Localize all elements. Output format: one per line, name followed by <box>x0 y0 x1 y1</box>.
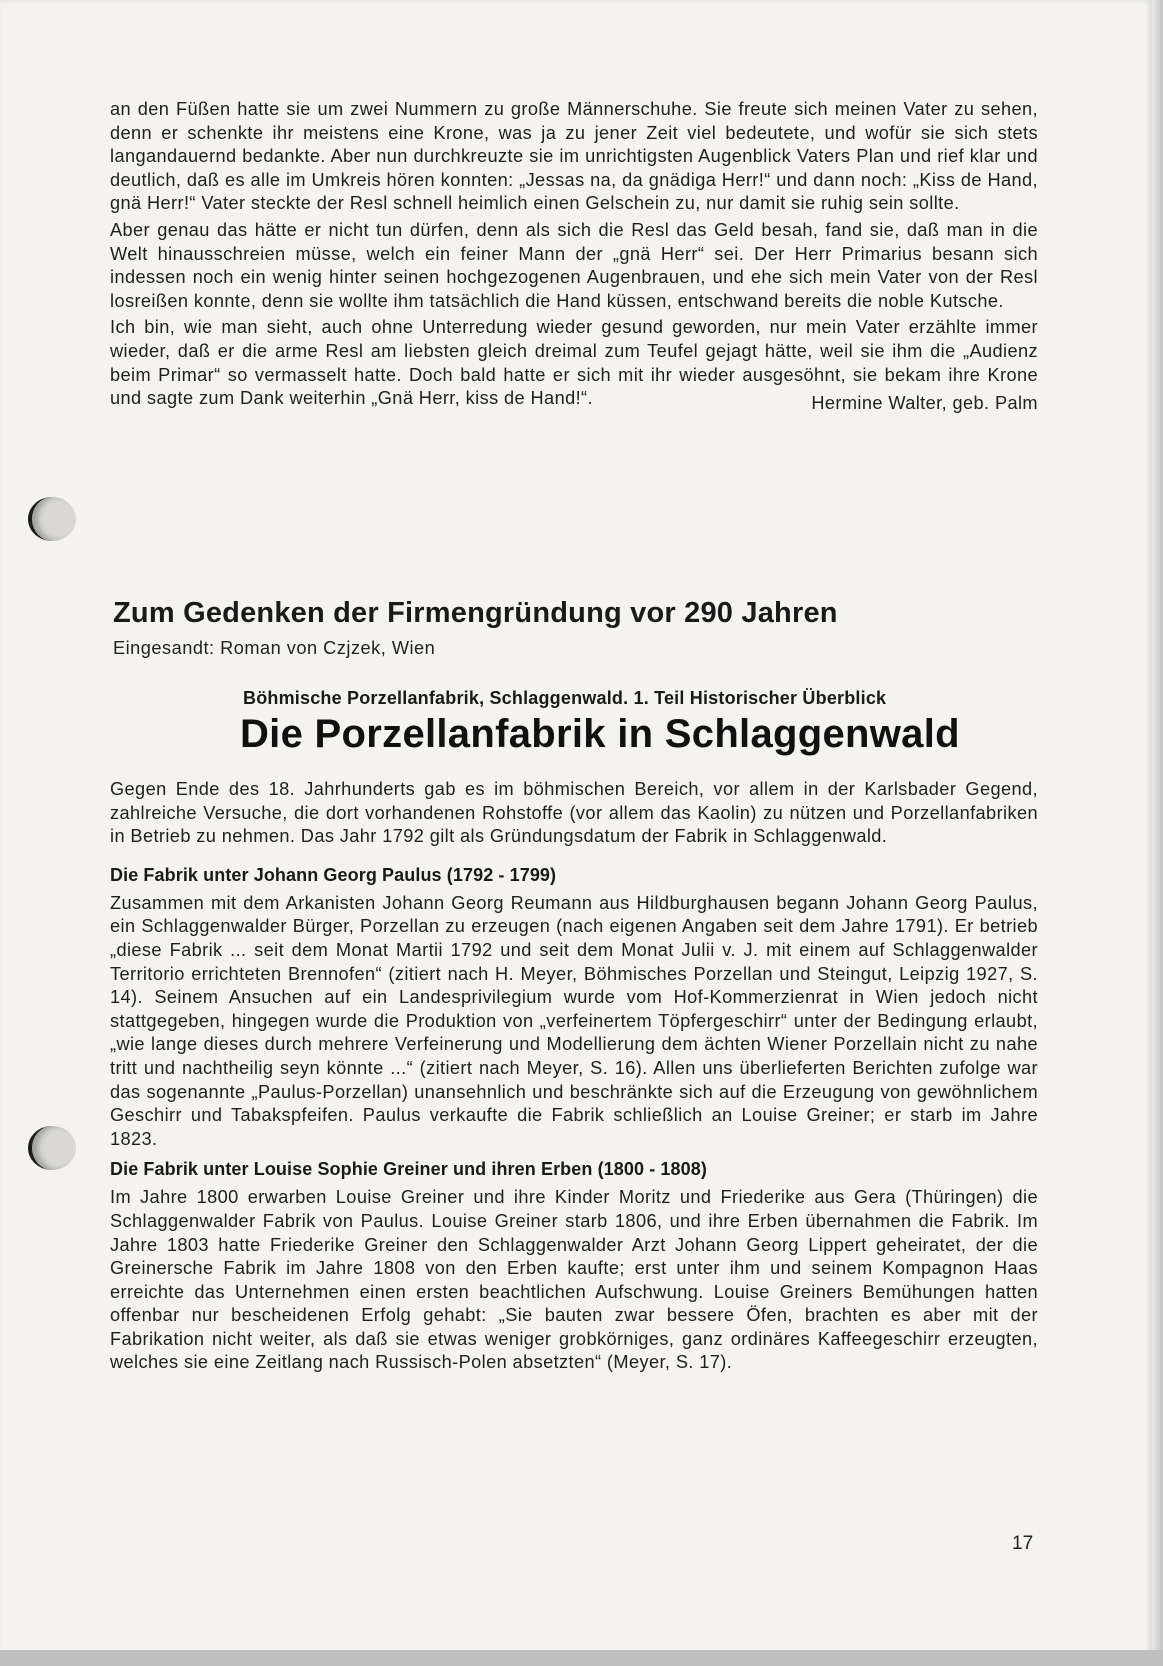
commemoration-heading: Zum Gedenken der Firmengründung vor 290 Jahren <box>113 597 838 629</box>
article-intro: Gegen Ende des 18. Jahrhunderts gab es im böhmischen Bereich, vor allem in der Karlsbader Gegend, zahlreiche Versuche, die dort vorhandenen Rohstoffe (vor allem das Kaolin) zu nützen und Porzellanfabriken in Betrieb zu nehmen. Das Jahr 1792 gilt als Gründungsdatum der Fabrik in Schlaggenwald. <box>110 779 1038 847</box>
story-signature: Hermine Walter, geb. Palm <box>811 392 1038 413</box>
binder-hole-bottom <box>28 1126 76 1170</box>
story-continuation <box>110 98 1038 415</box>
binder-hole-top <box>28 497 76 541</box>
article-kicker: Böhmische Porzellanfabrik, Schlaggenwald. 1. Teil Historischer Überblick <box>243 688 887 708</box>
story-paragraph: Aber genau das hätte er nicht tun dürfen, denn als sich die Resl das Geld besah, fand sie, daß man in die Welt hinausschreien müsse, welch ein feiner Mann der „gnä Herr“ sei. Der Herr Primarius besann sich indessen noch ein wenig hinter seinen hochgezogenen Augenbrauen, und ehe sich mein Vater von der Resl losreißen konnte, denn sie wollte ihm tatsächlich die Hand küssen, entschwand bereits die noble Kutsche. <box>110 219 1038 311</box>
scan-border <box>0 1650 1163 1666</box>
section-heading-greiner: Die Fabrik unter Louise Sophie Greiner und ihren Erben (1800 - 1808) <box>110 1159 707 1180</box>
section-text-greiner: Im Jahre 1800 erwarben Louise Greiner und ihre Kinder Moritz und Friederike aus Gera (Thüringen) die Schlaggenwalder Fabrik von Paulus. Louise Greiner starb 1806, und ihre Erben übernahmen die Fabrik. Im Jahre 1803 hatte Friederike Greiner den Schlaggenwalder Arzt Johann Georg Lippert geheiratet, der die Greinersche Fabrik im Jahre 1808 von den Erben kaufte; erst unter ihm und seinem Kompagnon Haas erreichte das Unternehmen einen ersten beachtlichen Aufschwung. Louise Greiners Bemühungen hatten offenbar nur bescheidenen Erfolg gehabt: „Sie bauten zwar bessere Öfen, brachten es aber mit der Fabrikation nicht weiter, als daß sie etwas weniger grobkörniges, ganz ordinäres Kaffeegeschirr erzeugten, welches sie eine Zeitlang nach Russisch-Polen absetzten“ (Meyer, S. 17). <box>110 1187 1038 1373</box>
section-text-paulus: Zusammen mit dem Arkanisten Johann Georg Reumann aus Hildburghausen begann Johann Georg Paulus, ein Schlaggenwalder Bürger, Porzellan zu erzeugen (nach eigenen Angaben seit dem Jahre 1791). Er betrieb „diese Fabrik ... seit dem Monat Martii 1792 und seit dem Monat Julii v. J. mit einem auf Schlaggenwalder Territorio errichteten Brennofen“ (zitiert nach H. Meyer, Böhmisches Porzellan und Steingut, Leipzig 1927, S. 14). Seinem Ansuchen auf ein Landesprivilegium wurde vom Hof-Kommerzienrat in Wien jedoch nicht stattgegeben, hingegen wurde die Produktion von „verfeinertem Töpfergeschirr“ unter der Bedingung erlaubt, „wie lange dieses durch mehrere Verfeinerung und Modellierung dem ächten Wiener Porzellain nicht zu nahe tritt und nachtheilig seyn könnte ...“ (zitiert nach Meyer, S. 16). Allen uns überlieferten Berichten zufolge war das sogenannte „Paulus-Porzellan) unansehnlich und beschränkte sich auf die Erzeugung von gewöhnlichem Geschirr und Tabakspfeifen. Paulus verkaufte die Fabrik schließlich an Louise Greiner; er starb im Jahre 1823. <box>110 892 1038 1149</box>
section-heading-paulus: Die Fabrik unter Johann Georg Paulus (1792 - 1799) <box>110 864 557 885</box>
story-paragraph: Ich bin, wie man sieht, auch ohne Unterredung wieder gesund geworden, nur mein Vater erzählte immer wieder, daß er die arme Resl am liebsten gleich dreimal zum Teufel gejagt hätte, weil sie ihm die „Audienz beim Primar“ so vermasselt hatte. Doch bald hatte er sich mit ihr wieder ausgesöhnt, sie bekam ihre Krone und sagte zum Dank weiterhin „Gnä Herr, kiss de Hand!“. <box>110 317 1038 409</box>
page-number: 17 <box>1012 1533 1034 1554</box>
sender-line: Eingesandt: Roman von Czjzek, Wien <box>113 638 436 658</box>
article-title: Die Porzellanfabrik in Schlaggenwald <box>240 712 960 756</box>
story-paragraph: an den Füßen hatte sie um zwei Nummern zu große Männerschuhe. Sie freute sich meinen Vater zu sehen, denn er schenkte ihr meistens eine Krone, was ja zu jener Zeit viel bedeutete, und wofür sie sich stets langandauernd bedankte. Aber nun durchkreuzte sie im unrichtigsten Augenblick Vaters Plan und rief klar und deutlich, daß es alle im Umkreis hören konnten: „Jessas na, da gnädiga Herr!“ und dann noch: „Kiss de Hand, gnä Herr!“ Vater steckte der Resl schnell heimlich einen Gelschein zu, nur damit sie ruhig sein sollte. <box>110 99 1038 214</box>
page-edge <box>1152 0 1163 1666</box>
article-body <box>110 778 1038 1378</box>
